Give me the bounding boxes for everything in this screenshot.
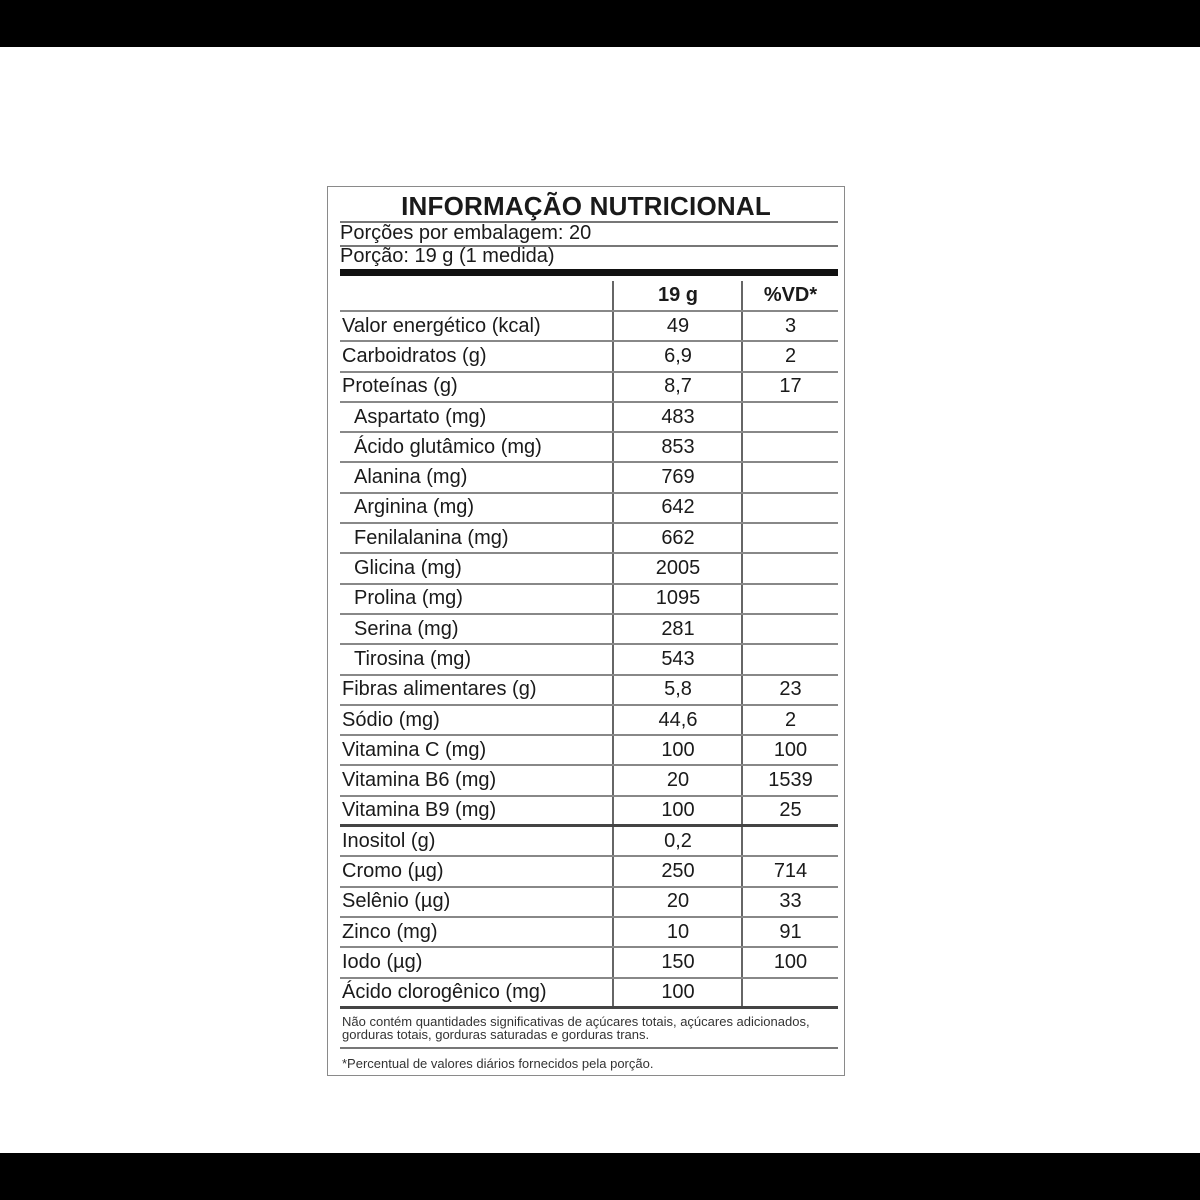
nutrient-name: Inositol (g) xyxy=(342,829,436,852)
table-row xyxy=(340,433,838,463)
footnote-not-significant: Não contém quantidades significativas de açúcares totais, açúcares adicionados, gorduras totais, gorduras saturadas e gorduras trans. xyxy=(342,1014,810,1042)
table-row xyxy=(340,766,838,796)
table-row xyxy=(340,948,838,978)
nutrient-name: Alanina (mg) xyxy=(354,466,468,489)
column-header-dv: %VD* xyxy=(763,284,818,306)
nutrient-name: Cromo (µg) xyxy=(342,859,444,882)
nutrient-amount: 100 xyxy=(661,798,695,821)
nutrient-daily-value xyxy=(743,827,838,855)
table-row xyxy=(340,888,838,918)
nutrient-daily-value: 91 xyxy=(779,920,802,943)
nutrient-daily-value: 33 xyxy=(779,890,802,913)
nutrient-name: Vitamina C (mg) xyxy=(342,738,487,761)
nutrient-amount: 0,2 xyxy=(664,829,692,852)
nutrient-amount: 281 xyxy=(661,617,695,640)
nutrient-daily-value: 100 xyxy=(773,738,808,761)
column-header-nutrient xyxy=(342,281,612,310)
table-row xyxy=(340,676,838,706)
nutrient-amount: 6,9 xyxy=(664,344,692,367)
footnote-divider xyxy=(340,1047,838,1049)
table-row xyxy=(340,554,838,584)
nutrient-name: Fibras alimentares (g) xyxy=(342,678,537,701)
nutrient-daily-value: 3 xyxy=(784,314,797,337)
nutrient-amount: 250 xyxy=(661,859,695,882)
nutrient-name: Iodo (µg) xyxy=(342,950,423,973)
nutrient-amount: 20 xyxy=(666,890,690,913)
table-row xyxy=(340,918,838,948)
table-row xyxy=(340,463,838,493)
column-header-amount: 19 g xyxy=(657,284,699,306)
nutrient-amount: 150 xyxy=(661,950,695,973)
serving-size: Porção: 19 g (1 medida) xyxy=(340,245,555,267)
nutrient-daily-value: 714 xyxy=(773,859,808,882)
nutrient-daily-value xyxy=(743,403,838,431)
nutrient-daily-value xyxy=(743,433,838,461)
nutrient-name: Prolina (mg) xyxy=(354,587,463,610)
nutrient-amount: 8,7 xyxy=(664,375,692,398)
nutrient-name: Sódio (mg) xyxy=(342,708,440,731)
nutrient-daily-value xyxy=(743,554,838,582)
nutrient-daily-value: 17 xyxy=(779,375,802,398)
nutrient-amount: 662 xyxy=(661,526,695,549)
nutrient-amount: 853 xyxy=(661,435,695,458)
nutrient-daily-value xyxy=(743,494,838,522)
table-row xyxy=(340,979,838,1009)
nutrient-amount: 483 xyxy=(661,405,695,428)
nutrient-name: Vitamina B6 (mg) xyxy=(342,769,497,792)
table-row xyxy=(340,312,838,342)
table-row xyxy=(340,797,838,827)
nutrient-name: Selênio (µg) xyxy=(342,890,451,913)
nutrient-name: Vitamina B9 (mg) xyxy=(342,798,497,821)
top-letterbox-bar xyxy=(0,0,1200,47)
nutrient-name: Fenilalanina (mg) xyxy=(354,526,509,549)
nutrient-name: Proteínas (g) xyxy=(342,375,458,398)
nutrient-name: Arginina (mg) xyxy=(354,496,475,519)
nutrient-daily-value: 1539 xyxy=(768,769,813,792)
nutrient-amount: 100 xyxy=(661,738,695,761)
nutrient-amount: 2005 xyxy=(655,557,701,580)
header-thick-rule xyxy=(340,269,838,276)
label-title: INFORMAÇÃO NUTRICIONAL xyxy=(401,191,771,221)
nutrient-amount: 769 xyxy=(661,466,695,489)
nutrient-name: Zinco (mg) xyxy=(342,920,438,943)
table-row xyxy=(340,373,838,403)
nutrient-daily-value: 25 xyxy=(779,798,802,821)
nutrient-name: Serina (mg) xyxy=(354,617,459,640)
table-row xyxy=(340,403,838,433)
table-row xyxy=(340,645,838,675)
table-header-row xyxy=(340,281,838,312)
nutrient-amount: 543 xyxy=(661,647,695,670)
nutrient-daily-value: 2 xyxy=(784,344,797,367)
servings-per-package: Porções por embalagem: 20 xyxy=(340,222,592,244)
table-row xyxy=(340,342,838,372)
table-row xyxy=(340,857,838,887)
table-row xyxy=(340,494,838,524)
nutrient-daily-value: 2 xyxy=(784,708,797,731)
table-row xyxy=(340,706,838,736)
nutrient-daily-value xyxy=(743,979,838,1006)
nutrient-name: Tirosina (mg) xyxy=(354,647,472,670)
bottom-letterbox-bar xyxy=(0,1153,1200,1200)
table-row xyxy=(340,827,838,857)
nutrient-daily-value: 23 xyxy=(779,678,802,701)
nutrient-daily-value: 100 xyxy=(773,950,808,973)
table-row xyxy=(340,524,838,554)
nutrient-amount: 49 xyxy=(666,314,690,337)
nutrient-amount: 5,8 xyxy=(664,678,692,701)
nutrient-name: Glicina (mg) xyxy=(354,557,462,580)
nutrient-daily-value xyxy=(743,585,838,613)
nutrient-amount: 100 xyxy=(661,980,695,1003)
nutrient-daily-value xyxy=(743,615,838,643)
nutrient-daily-value xyxy=(743,645,838,673)
table-row xyxy=(340,615,838,645)
nutrient-amount: 1095 xyxy=(655,587,701,610)
nutrient-name: Ácido clorogênico (mg) xyxy=(342,980,547,1003)
nutrient-daily-value xyxy=(743,524,838,552)
nutrient-daily-value xyxy=(743,463,838,491)
nutrient-amount: 642 xyxy=(661,496,695,519)
nutrient-amount: 20 xyxy=(666,769,690,792)
nutrition-label xyxy=(327,186,845,1076)
table-row xyxy=(340,585,838,615)
nutrient-name: Ácido glutâmico (mg) xyxy=(354,435,542,458)
footnote-daily-values: *Percentual de valores diários fornecidos pela porção. xyxy=(342,1056,654,1071)
nutrient-amount: 44,6 xyxy=(658,708,698,731)
table-row xyxy=(340,736,838,766)
nutrient-name: Aspartato (mg) xyxy=(354,405,487,428)
nutrient-table xyxy=(340,281,838,1009)
nutrient-name: Carboidratos (g) xyxy=(342,344,487,367)
nutrient-amount: 10 xyxy=(666,920,690,943)
nutrient-name: Valor energético (kcal) xyxy=(342,314,541,337)
